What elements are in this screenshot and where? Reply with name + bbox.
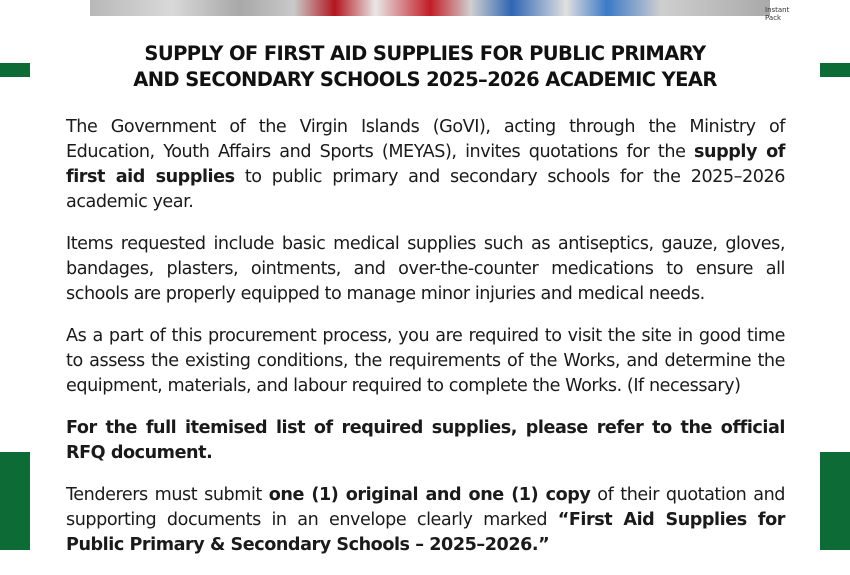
paragraph-rfq-reference xyxy=(66,416,785,466)
green-accent-bar-bottom-right xyxy=(820,452,850,550)
document-title xyxy=(60,41,790,93)
intro-text: The Government of the Virgin Islands (GoVI), acting through the Ministry of Education, Youth Affairs and Sports (MEYAS), invites quotations for the xyxy=(66,117,785,162)
submission-text-mid: of their quotation and supporting documents in an envelope clearly marked xyxy=(66,485,785,530)
green-accent-bar-top-right xyxy=(820,63,850,77)
document-body xyxy=(66,115,785,575)
title-line-1: SUPPLY OF FIRST AID SUPPLIES FOR PUBLIC PRIMARY xyxy=(144,42,706,65)
submission-bold-marking: “First Aid Supplies for Public Primary & Secondary Schools – 2025–2026.” xyxy=(66,510,785,555)
paragraph-intro xyxy=(66,115,785,215)
intro-text-end: to public primary and secondary schools for the 2025–2026 academic year. xyxy=(66,167,785,212)
header-photo-banner xyxy=(90,0,790,22)
green-accent-bar-bottom-left xyxy=(0,452,30,550)
submission-bold-copies: one (1) original and one (1) copy xyxy=(268,485,591,505)
rfq-reference-bold: For the full itemised list of required supplies, please refer to the official RFQ document. xyxy=(66,418,785,463)
paragraph-items: Items requested include basic medical supplies such as antiseptics, gauze, gloves, bandages, plasters, ointments, and over-the-counter medications to ensure all schools are properly equipped to manage minor injuries and medical needs. xyxy=(66,234,785,304)
submission-text: Tenderers must submit xyxy=(66,485,269,505)
paragraph-site-visit: As a part of this procurement process, you are required to visit the site in good time to assess the existing conditions, the requirements of the Works, and determine the equipment, materials, and labour required to complete the Works. (If necessary) xyxy=(66,326,785,396)
banner-label: Instant Pack xyxy=(765,6,790,22)
green-accent-bar-top-left xyxy=(0,63,30,77)
intro-bold: supply of first aid supplies xyxy=(66,142,785,187)
paragraph-submission xyxy=(66,483,785,558)
title-line-2: AND SECONDARY SCHOOLS 2025–2026 ACADEMIC YEAR xyxy=(133,68,717,91)
